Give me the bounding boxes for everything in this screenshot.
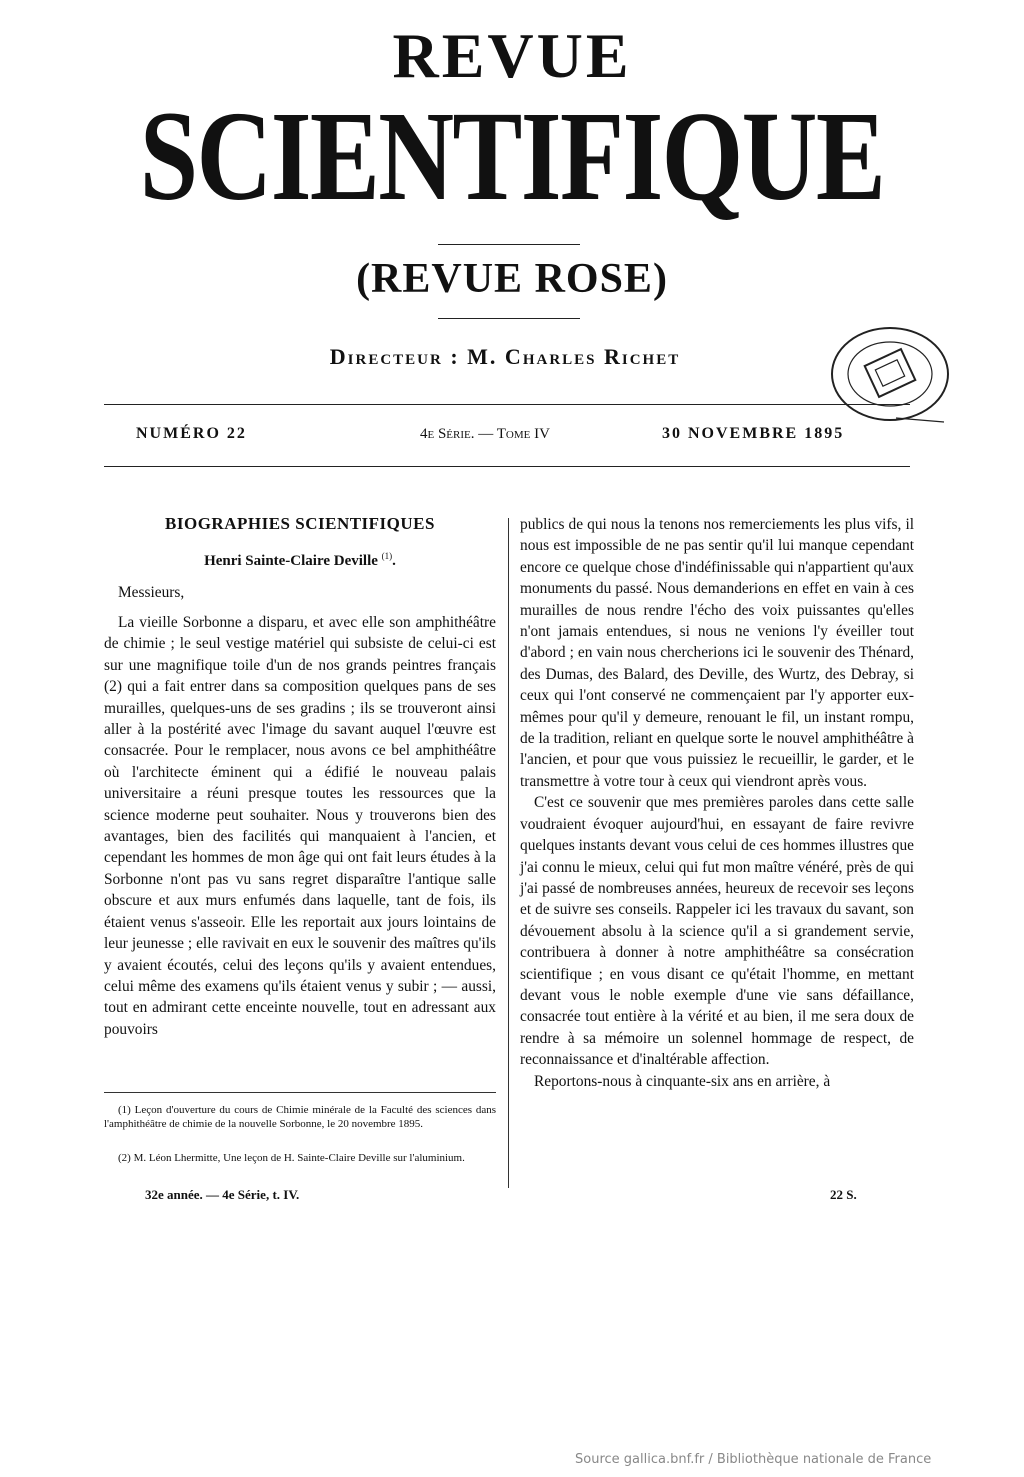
right-paragraph-3: Reportons-nous à cinquante-six ans en arrière, à — [534, 1072, 831, 1090]
column-divider — [508, 518, 509, 1188]
masthead-title-top: REVUE — [392, 20, 632, 91]
masthead-divider — [438, 244, 580, 245]
footnote-1: (1) Leçon d'ouverture du cours de Chimie minérale de la Faculté des sciences dans l'amphithéâtre de chimie de la nouvelle Sorbonne, le 20 novembre 1895. — [104, 1104, 496, 1130]
right-paragraph-2: C'est ce souvenir que mes premières paroles dans cette salle voudraient évoquer aujourd'hui, en essayant de faire revivre quelques instants devant vous celui de ces hommes illustres que j'ai connu le mieux, celui qui fut mon maître vénéré, près de qui j'ai passé de nombreuses années, heureux de recevoir ses leçons et de suivre ses conseils. Rappeler ici les travaux du savant, son dévouement absolu à la science qu'il a si grandement servie, contribuera à donner à notre amphithéâtre sa consécration scientifique ; en vous disant ce qu'était l'homme, en mettant devant vous le noble exemple d'une vie sans défaillance, consacrée tout entière à la vérité et au bien, il me sera doux de rendre à sa mémoire un solennel hommage de respect, de reconnaissance et d'inaltérable affection. — [520, 794, 914, 1069]
footnote-2: (2) M. Léon Lhermitte, Une leçon de H. Sainte-Claire Deville sur l'aluminium. — [118, 1152, 465, 1164]
right-column — [520, 514, 914, 1092]
left-column — [104, 612, 496, 1040]
section-title: BIOGRAPHIES SCIENTIFIQUES — [165, 514, 435, 533]
masthead-divider — [438, 318, 580, 319]
source-credit: Source gallica.bnf.fr / Bibliothèque nationale de France — [575, 1452, 932, 1467]
masthead-subtitle: (REVUE ROSE) — [356, 256, 668, 302]
page-footer-signature: 22 S. — [830, 1187, 857, 1202]
right-paragraph-1: publics de qui nous la tenons nos remerciements les plus vifs, il nous est impossible de ne pas sentir qu'il lui manque cependant encore ce quelque chose d'indéfinissable qui n'appartient qu'aux monuments du passé. Nous demanderions en effet en vain à ces murailles de nous rendre l'écho des voix puissantes qu'elles n'ont jamais entendues, si nous ne venions l'y éveiller tout d'abord ; en vain nous chercherions ici le souvenir des Thénard, des Dumas, des Balard, des Deville, des Wurtz, des Debray, si ceux qui l'ont conservé ne commençaient par l'y apporter eux-mêmes pour qu'il y demeure, renouant le fil, un instant rompu, de la tradition, reliant en quelque sorte le nouvel amphithéâtre à l'ancien, et pour que vous puissiez le recueillir, le garder, et le transmettre à votre tour à ceux qui viendront après vous. — [520, 516, 914, 790]
left-paragraph: La vieille Sorbonne a disparu, et avec elle son amphithéâtre de chimie ; le seul vestige matériel qui subsiste de celui-ci est sur une magnifique toile d'un de nos grands peintres français (2) qui a fait entrer dans sa composition quelques pans de ses murailles, quelques-uns de ses gradins ; ils se trouveront ainsi aller à la postérité avec l'image du savant auquel l'œuvre est consacrée. Pour le remplacer, nous avons ce bel amphithéâtre où l'architecte éminent qui a édifié le nouveau palais universitaire a réuni presque toutes les ressources que la science moderne peut souhaiter. Nous y trouverons bien des avantages, bien des facilités qui manquaient à l'ancien, et cependant les hommes de mon âge qui ont fait leurs études à la Sorbonne n'ont pas vu sans regret disparaître l'antique salle obscure et aux murs enfumés dans laquelle, tant de fois, ils étaient venus s'asseoir. Elle les reportait aux jours lointains de leur jeunesse ; elle ravivait en eux le souvenir des maîtres qu'ils y avaient écoutés, celui des leçons qu'ils y avaient entendues, celui même des examens qu'ils étaient venus y subir ; — aussi, tout en admirant cette enceinte nouvelle, tout en adressant aux pouvoirs — [104, 614, 496, 1038]
issue-bar-top-rule — [104, 404, 910, 405]
article-subject: Henri Sainte-Claire Deville $^{(1)}$. — [204, 551, 396, 569]
issue-series: 4e Série. — Tome IV — [420, 426, 550, 442]
library-stamp-icon — [826, 322, 954, 432]
salutation: Messieurs, — [118, 584, 185, 601]
subject-name: Henri Sainte-Claire Deville — [204, 553, 378, 569]
director-line: Directeur : M. Charles Richet — [329, 344, 681, 369]
issue-bar-bottom-rule — [104, 466, 910, 467]
masthead-title: SCIENTIFIQUE — [139, 85, 885, 227]
issue-number: NUMÉRO 22 — [136, 425, 247, 442]
subject-note-ref: (1) — [381, 551, 393, 561]
footnote-rule — [104, 1092, 496, 1093]
issue-date: 30 NOVEMBRE 1895 — [662, 425, 845, 442]
page-footer-volume: 32e année. — 4e Série, t. IV. — [145, 1187, 300, 1202]
